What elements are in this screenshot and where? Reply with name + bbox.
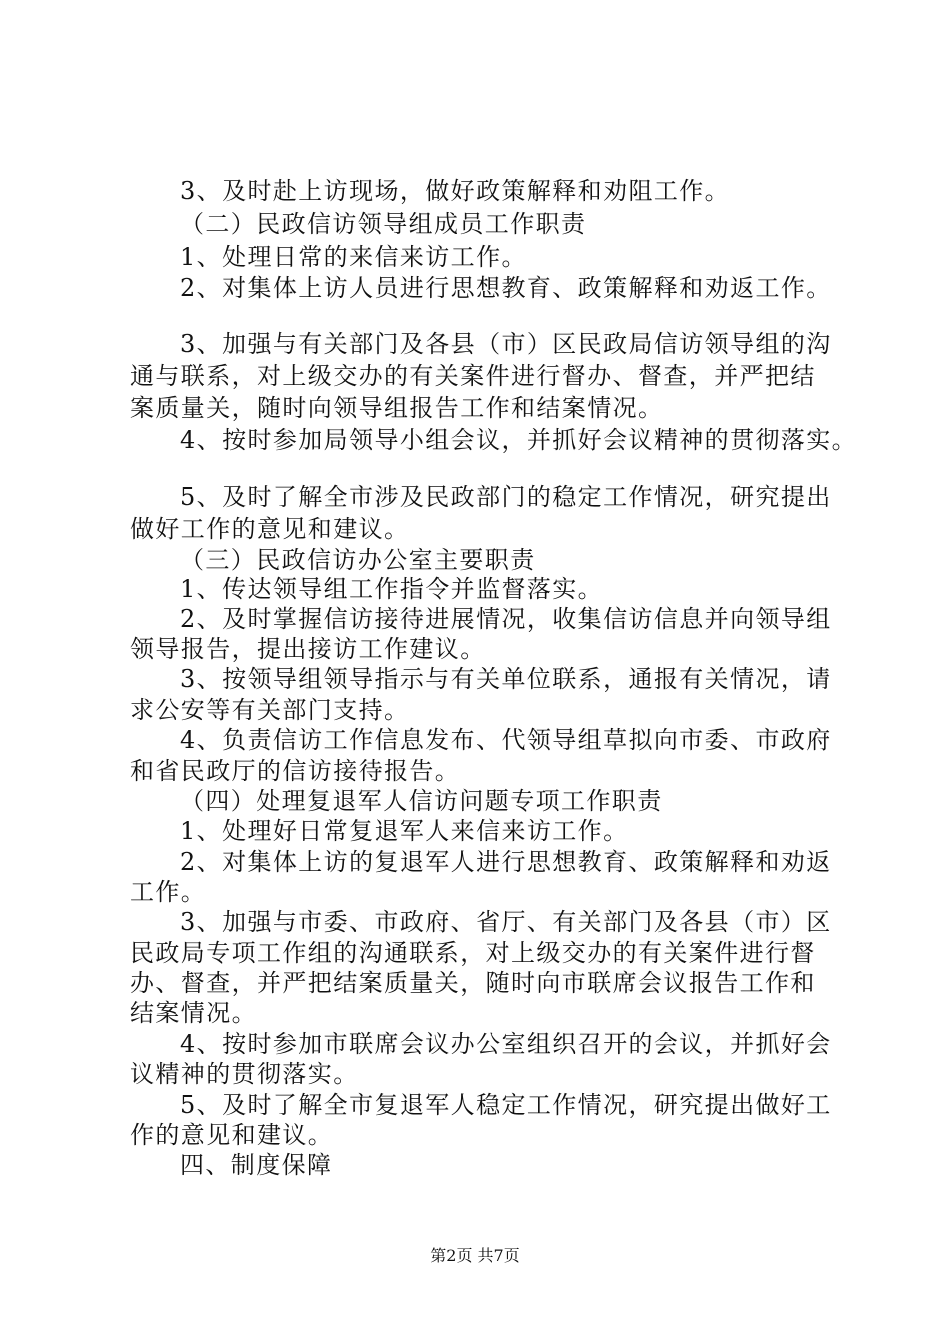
text-line: 3、加强与市委、市政府、省厅、有关部门及各县（市）区 <box>180 908 832 936</box>
text-line: 领导报告，提出接访工作建议。 <box>130 635 486 663</box>
text-line: 工作。 <box>130 878 207 906</box>
text-line: 4、按时参加局领导小组会议，并抓好会议精神的贯彻落实。 <box>180 426 858 454</box>
text-line: 1、处理好日常复退军人来信来访工作。 <box>180 817 629 845</box>
section-heading: 四、制度保障 <box>180 1151 333 1179</box>
text-line: 2、对集体上访的复退军人进行思想教育、政策解释和劝返 <box>180 848 832 876</box>
section-heading: （三）民政信访办公室主要职责 <box>180 546 536 574</box>
text-line: 办、督查，并严把结案质量关，随时向市联席会议报告工作和 <box>130 969 816 997</box>
section-heading: （四）处理复退军人信访问题专项工作职责 <box>180 787 663 815</box>
text-line: 和省民政厅的信访接待报告。 <box>130 757 461 785</box>
text-line: 2、及时掌握信访接待进展情况，收集信访信息并向领导组 <box>180 605 832 633</box>
text-line: 4、负责信访工作信息发布、代领导组草拟向市委、市政府 <box>180 726 832 754</box>
text-line: 3、按领导组领导指示与有关单位联系，通报有关情况，请 <box>180 665 832 693</box>
text-line: 4、按时参加市联席会议办公室组织召开的会议，并抓好会 <box>180 1030 832 1058</box>
page-number-footer: 第2页 共7页 <box>430 1246 520 1265</box>
text-line: 做好工作的意见和建议。 <box>130 515 410 543</box>
text-line: 作的意见和建议。 <box>130 1121 334 1149</box>
text-line: 通与联系，对上级交办的有关案件进行督办、督查，并严把结 <box>130 362 816 390</box>
text-line: 2、对集体上访人员进行思想教育、政策解释和劝返工作。 <box>180 274 832 302</box>
text-line: 案质量关，随时向领导组报告工作和结案情况。 <box>130 394 664 422</box>
text-line: 3、加强与有关部门及各县（市）区民政局信访领导组的沟 <box>180 330 832 358</box>
text-line: 求公安等有关部门支持。 <box>130 696 410 724</box>
text-line: 结案情况。 <box>130 999 257 1027</box>
text-line: 5、及时了解全市涉及民政部门的稳定工作情况，研究提出 <box>180 483 832 511</box>
text-line: 民政局专项工作组的沟通联系，对上级交办的有关案件进行督 <box>130 939 816 967</box>
text-line: 3、及时赴上访现场，做好政策解释和劝阻工作。 <box>180 177 731 205</box>
text-line: 1、处理日常的来信来访工作。 <box>180 243 527 271</box>
text-line: 5、及时了解全市复退军人稳定工作情况，研究提出做好工 <box>180 1091 832 1119</box>
section-heading: （二）民政信访领导组成员工作职责 <box>180 210 587 238</box>
text-line: 议精神的贯彻落实。 <box>130 1060 359 1088</box>
text-line: 1、传达领导组工作指令并监督落实。 <box>180 575 604 603</box>
